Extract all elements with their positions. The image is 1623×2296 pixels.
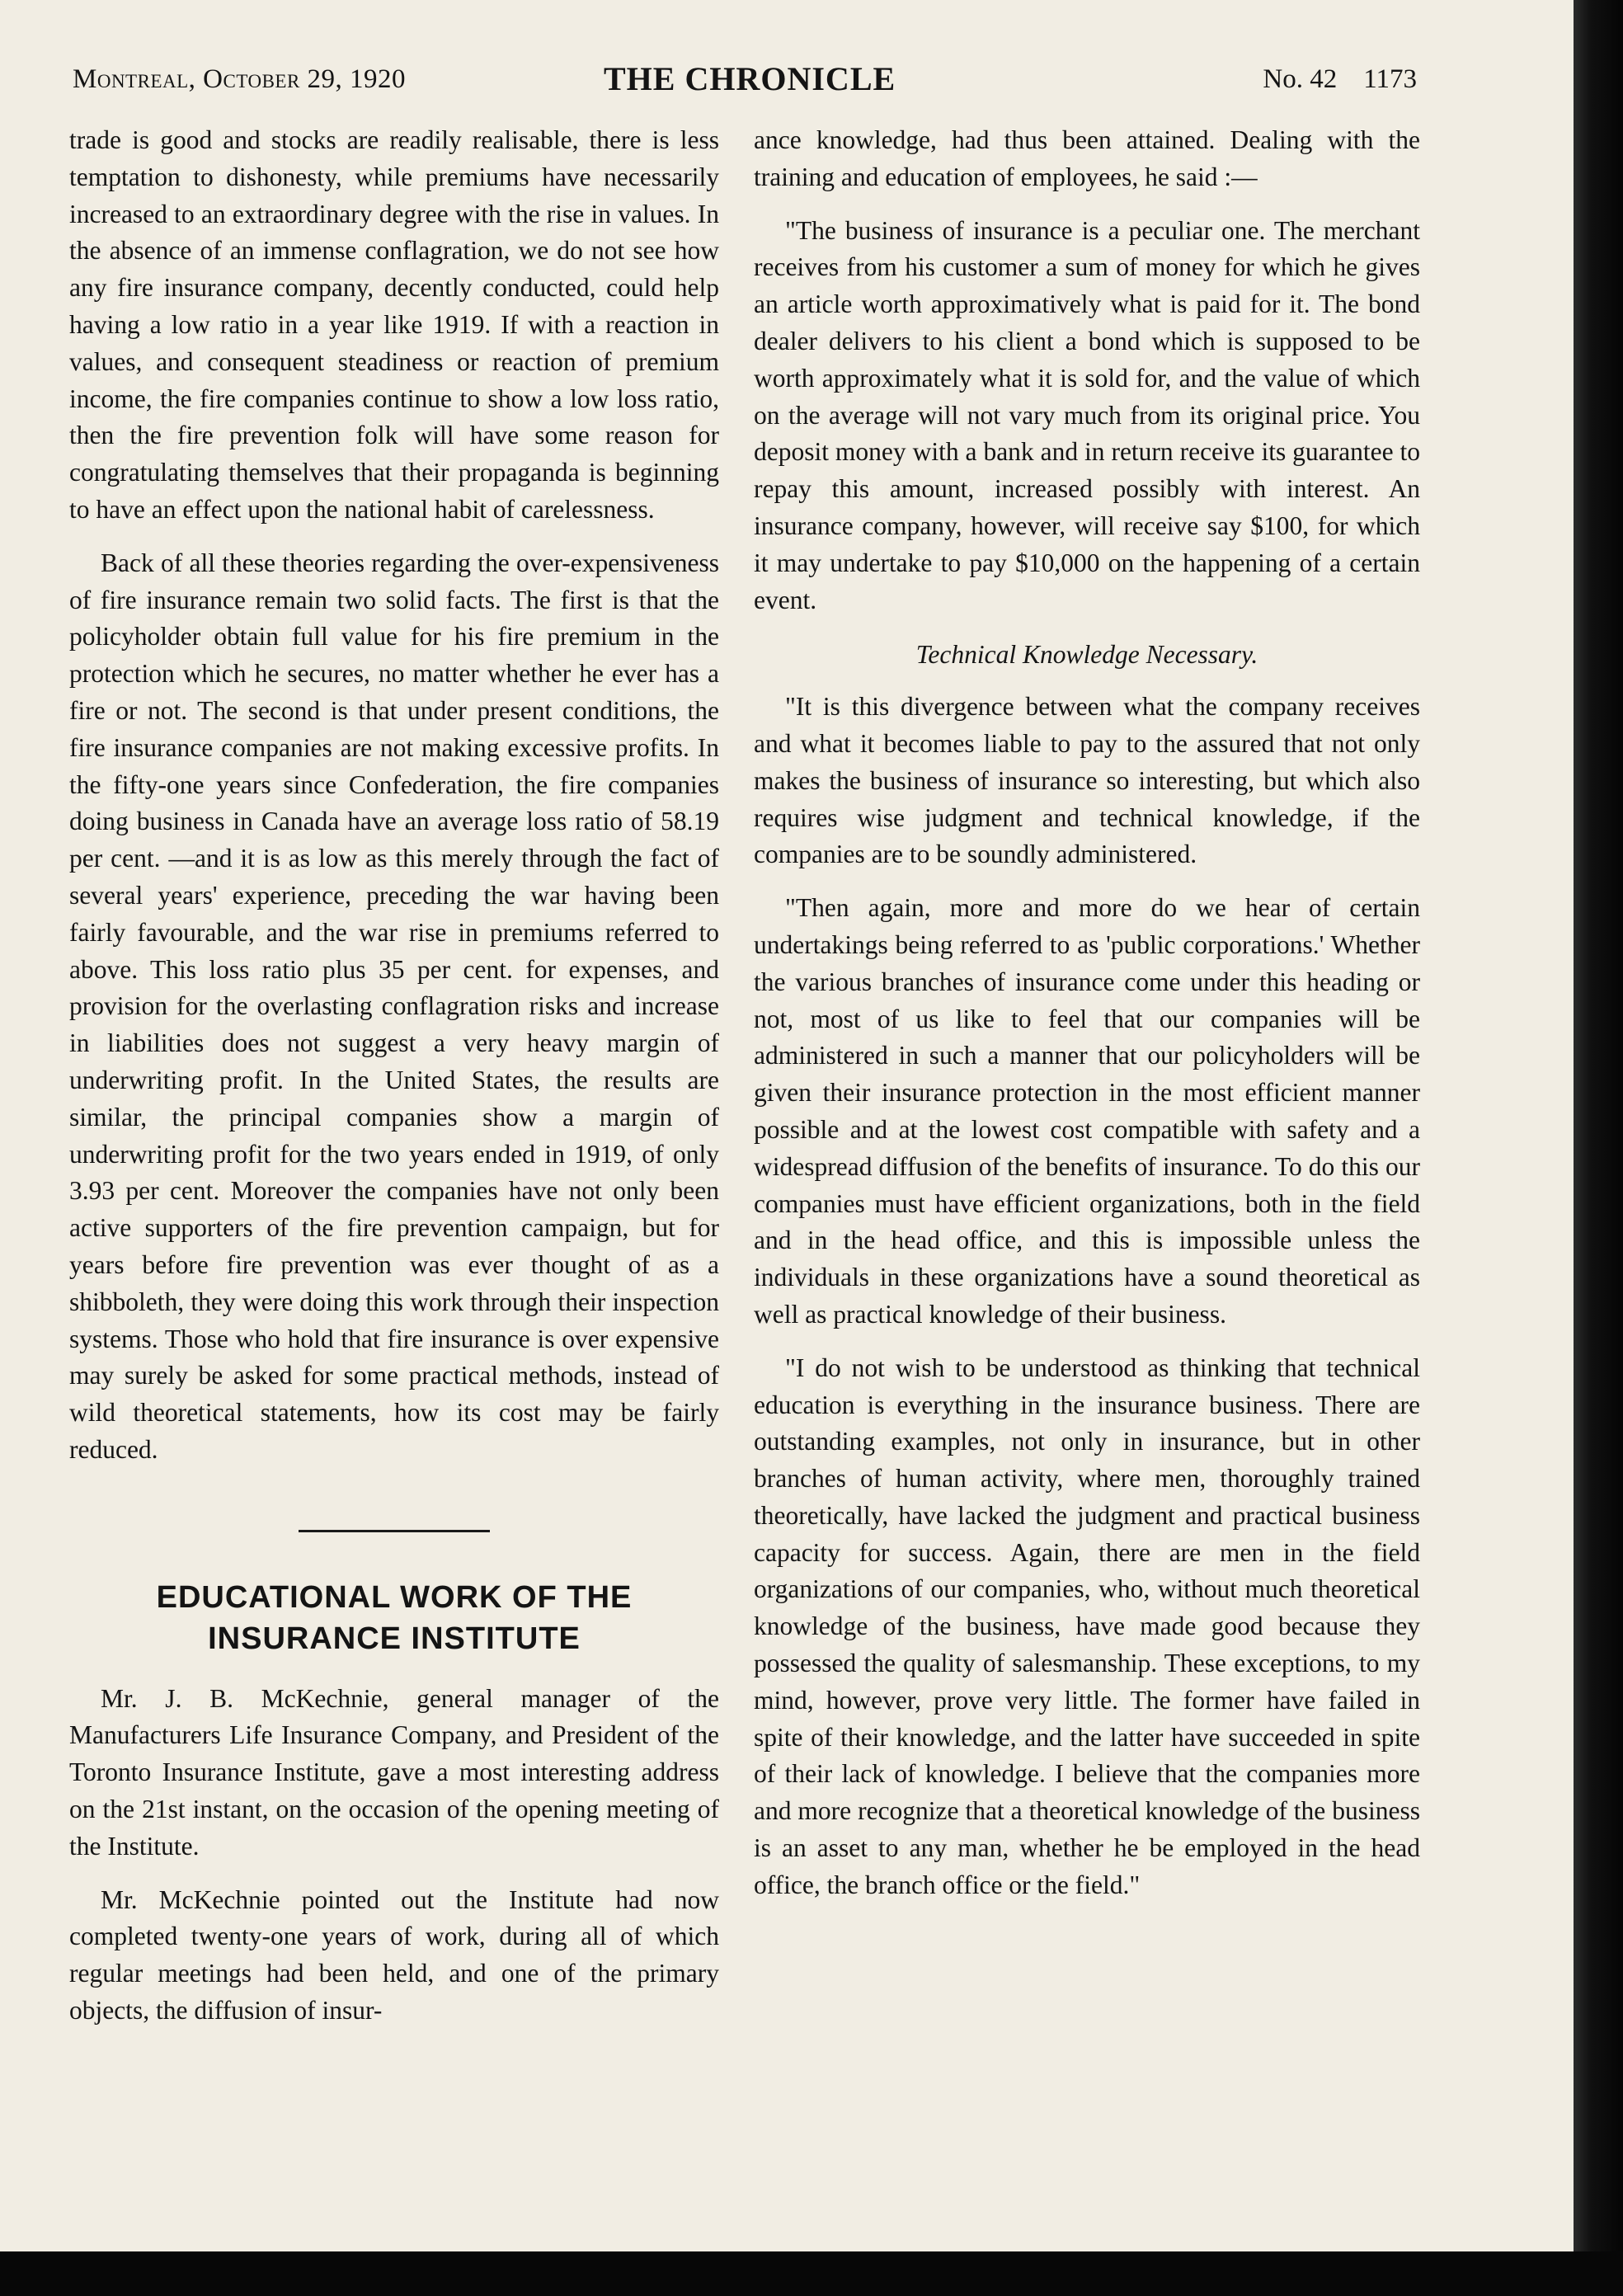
section-divider <box>299 1530 490 1532</box>
article-paragraph: Mr. McKechnie pointed out the Institute had now completed twenty-one years of work, during all of which regular meetings had been held, and one of the primary objects, the diffusion of insur- <box>69 1884 719 2025</box>
page-number: 1173 <box>1363 64 1417 94</box>
body-paragraph: "It is this divergence between what the company receives and what it becomes liable to pay to the assured that not only makes the business of insurance so interesting, but which also requires wise judgment and technical knowledge, if the companies are to be soundly administered. <box>754 692 1420 869</box>
masthead-title: THE CHRONICLE <box>604 60 896 97</box>
scan-edge-right <box>1574 0 1623 2296</box>
section-subheading: Technical Knowledge Necessary. <box>915 640 1258 670</box>
body-paragraph: "The business of insurance is a peculiar one. The merchant receives from his customer a sum of money for which he gives an article worth approximatively what is paid for it. The bond dealer delivers to his client a bond which is supposed to be worth approximately what it is sold for, and the value of which on the average will not vary much from its original price. You deposit money with a bank and in return receive its guarantee to repay this amount, increased possibly with interest. An insurance company, however, will receive say $100, for which it may undertake to pay $10,000 on the happening of a certain event. <box>754 215 1420 614</box>
article-paragraph: Mr. J. B. McKechnie, general manager of the Manufacturers Life Insurance Company, and President of the Toronto Insurance Institute, gave a most interesting address on the 21st instant, on the occasion of the opening meeting of the Institute. <box>69 1683 719 1861</box>
page-header <box>73 58 1417 107</box>
right-column <box>754 122 1420 1904</box>
article-title <box>69 1577 719 1659</box>
article-title-line: EDUCATIONAL WORK OF THE <box>156 1579 633 1615</box>
body-paragraph: "Then again, more and more do we hear of certain undertakings being referred to as 'public corporations.' Whether the various branches of insurance come under this heading or not, most of us like to feel that our companies will be administered in such a manner that our policyholders will be given their insurance protection in the most efficient manner possible and at the lowest cost compatible with safety and a widespread diffusion of the benefits of insurance. To do this our companies must have efficient organizations, both in the field and in the head office, and this is impossible unless the individuals in these organizations have a sound theoretical as well as practical knowledge of their business. <box>754 893 1420 1329</box>
body-paragraph: trade is good and stocks are readily realisable, there is less temptation to dishonesty, while premiums have necessarily increased to an extraordinary degree with the rise in values. In the absence of an immense conflagration, we do not see how any fire insurance company, decently conducted, could help having a low ratio in a year like 1919. If with a reaction in values, and consequent steadiness or reaction of premium income, the fire companies continue to show a low loss ratio, then the fire prevention folk will have some reason for congratulating themselves that their propaganda is beginning to have an effect upon the national habit of carelessness. <box>69 125 719 524</box>
issue-and-page <box>1263 64 1417 95</box>
body-paragraph: "I do not wish to be understood as thinking that technical education is everything in the insurance business. There are outstanding examples, not only in insurance, but in other branches of human activity, where men, thoroughly trained theoretically, have lacked the judgment and practical business capacity for success. Again, there are men in the field organizations of our companies, who, without much theoretical knowledge of the business, have made good because they possessed the quality of salesmanship. These exceptions, to my mind, however, prove very little. The former have failed in spite of their knowledge, and the latter have succeeded in spite of their lack of knowledge. I believe that the companies more and more recognize that a theoretical knowledge of the business is an asset to any man, whether he be employed in the head office, the branch office or the field." <box>754 1353 1420 1899</box>
body-paragraph: Back of all these theories regarding the over-expensiveness of fire insurance remain two solid facts. The first is that the policyholder obtain full value for his fire premium in the protection which he secures, no matter whether he ever has a fire or not. The second is that under present conditions, the fire insurance companies are not making excessive profits. In the fifty-one years since Confederation, the fire companies doing business in Canada have an average loss ratio of 58.19 per cent. —and it is as low as this merely through the fact of several years' experience, preceding the war having been fairly favourable, and the war rise in premiums referred to above. This loss ratio plus 35 per cent. for expenses, and provision for the overlasting conflagration risks and increase in liabilities does not suggest a very heavy margin of underwriting profit. In the United States, the results are similar, the principal companies show a margin of underwriting profit for the two years ended in 1919, of only 3.93 per cent. Moreover the companies have not only been active supporters of the fire prevention campaign, but for years before fire prevention was ever thought of as a shibboleth, they were doing this work through their inspection systems. Those who hold that fire insurance is over expensive may surely be asked for some practical methods, instead of wild theoretical statements, how its cost may be fairly reduced. <box>69 548 719 1464</box>
body-paragraph: ance knowledge, had thus been attained. Dealing with the training and education of employees, he said :— <box>754 125 1420 191</box>
left-column <box>69 122 719 2030</box>
issue-number: No. 42 <box>1263 64 1338 94</box>
scan-edge-bottom <box>0 2251 1623 2296</box>
dateline: Montreal, October 29, 1920 <box>73 64 407 94</box>
article-title-line: INSURANCE INSTITUTE <box>208 1621 581 1656</box>
